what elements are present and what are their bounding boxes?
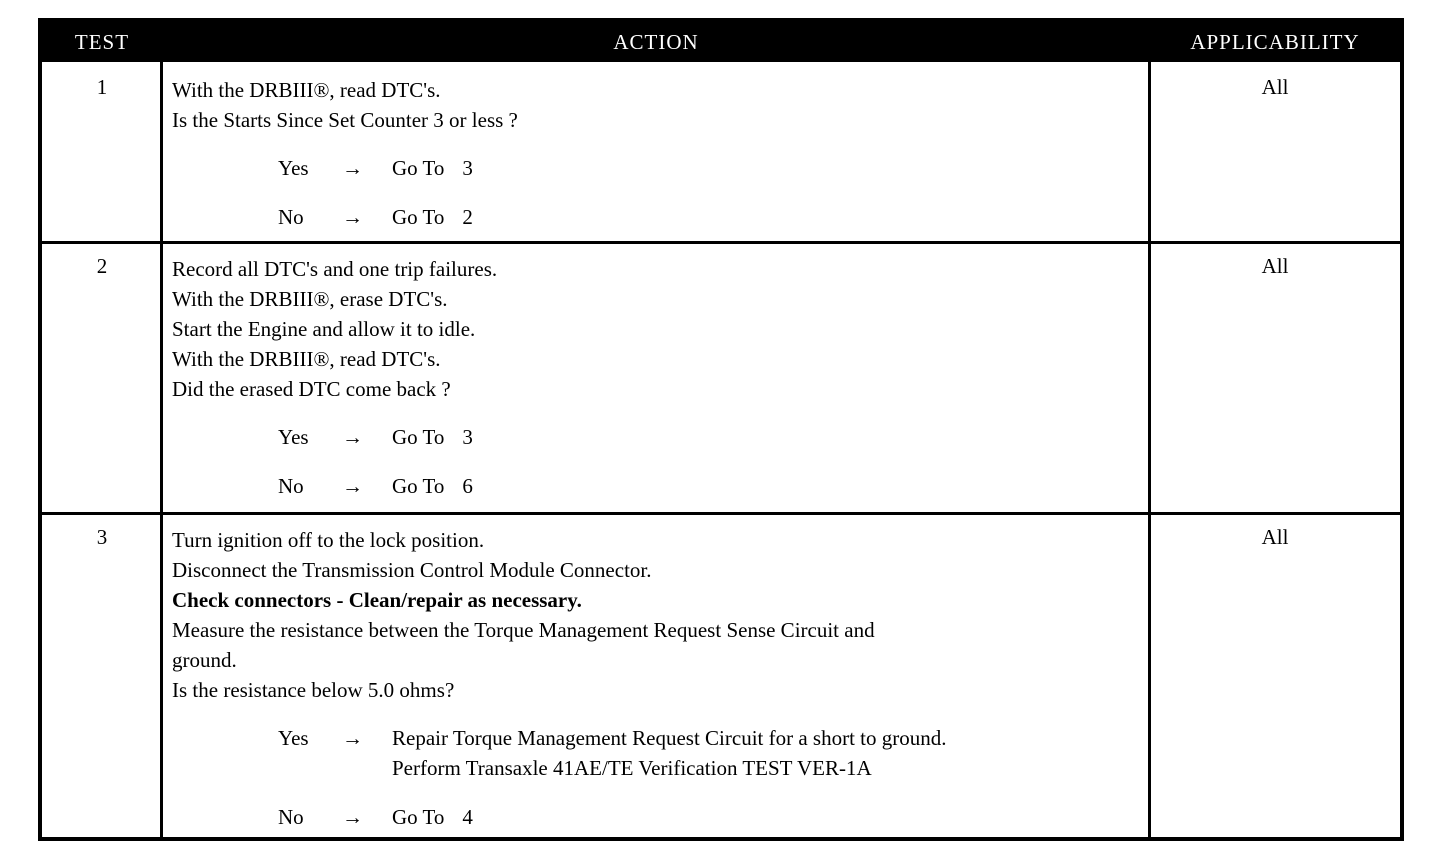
- action-line: Record all DTC's and one trip failures.: [172, 257, 498, 281]
- answer-yes: [278, 422, 1147, 452]
- action-line: Disconnect the Transmission Control Module Connector.: [172, 558, 652, 582]
- header-test: TEST: [74, 30, 130, 54]
- answer-yes: [278, 723, 1147, 783]
- answer-yes: [278, 153, 1147, 183]
- action-line: ground.: [172, 648, 237, 672]
- answer-no: [278, 802, 1147, 832]
- answer-result: [392, 802, 473, 832]
- answer-label: No: [278, 205, 304, 229]
- test-action: [172, 75, 1147, 232]
- answer-label: No: [278, 805, 304, 829]
- test-number: 1: [96, 75, 108, 99]
- diagnostic-test-table: [38, 18, 1404, 841]
- test-action: [172, 525, 1147, 832]
- goto-text: Go To: [392, 205, 445, 229]
- test-action: [172, 254, 1147, 501]
- goto-target: 3: [462, 156, 473, 180]
- answer-label: Yes: [278, 425, 309, 449]
- action-line: With the DRBIII®, read DTC's.: [172, 78, 441, 102]
- test-applicability: All: [1261, 254, 1289, 278]
- header-action: ACTION: [613, 30, 699, 54]
- goto-text: Go To: [392, 425, 445, 449]
- test-number: 2: [96, 254, 108, 278]
- result-line: Repair Torque Management Request Circuit for a short to ground.: [392, 726, 947, 750]
- goto-target: 2: [462, 205, 473, 229]
- goto-text: Go To: [392, 156, 445, 180]
- answer-no: [278, 471, 1147, 501]
- action-question: Is the resistance below 5.0 ohms?: [172, 678, 455, 702]
- goto-target: 3: [462, 425, 473, 449]
- answer-label: Yes: [278, 156, 309, 180]
- action-line: With the DRBIII®, erase DTC's.: [172, 287, 448, 311]
- action-line: Start the Engine and allow it to idle.: [172, 317, 476, 341]
- answer-no: [278, 202, 1147, 232]
- action-line: Measure the resistance between the Torque Management Request Sense Circuit and: [172, 618, 875, 642]
- header-applicability: APPLICABILITY: [1190, 30, 1360, 54]
- arrow-icon: →: [342, 425, 363, 449]
- test-row-3: [42, 515, 1400, 841]
- test-applicability: All: [1261, 75, 1289, 99]
- arrow-icon: →: [342, 726, 363, 750]
- action-line: With the DRBIII®, read DTC's.: [172, 347, 441, 371]
- test-row-2: [42, 244, 1400, 512]
- answer-result: [392, 471, 473, 501]
- result-line: Perform Transaxle 41AE/TE Verification TEST VER-1A: [392, 756, 872, 780]
- arrow-icon: →: [342, 805, 363, 829]
- answer-result: [392, 202, 473, 232]
- test-applicability: All: [1261, 525, 1289, 549]
- test-row-1: [42, 65, 1400, 241]
- arrow-icon: →: [342, 205, 363, 229]
- answer-label: No: [278, 474, 304, 498]
- answer-result: [392, 153, 473, 183]
- action-question: Did the erased DTC come back ?: [172, 377, 451, 401]
- arrow-icon: →: [342, 474, 363, 498]
- goto-target: 4: [462, 805, 473, 829]
- goto-target: 6: [462, 474, 473, 498]
- table-header: [42, 22, 1400, 62]
- action-line-bold: Check connectors - Clean/repair as necessary.: [172, 588, 582, 612]
- goto-text: Go To: [392, 474, 445, 498]
- goto-text: Go To: [392, 805, 445, 829]
- arrow-icon: →: [342, 156, 363, 180]
- answer-result: [392, 422, 473, 452]
- action-question: Is the Starts Since Set Counter 3 or less ?: [172, 108, 518, 132]
- test-number: 3: [96, 525, 108, 549]
- action-line: Turn ignition off to the lock position.: [172, 528, 485, 552]
- answer-result: [392, 723, 947, 783]
- answer-label: Yes: [278, 726, 309, 750]
